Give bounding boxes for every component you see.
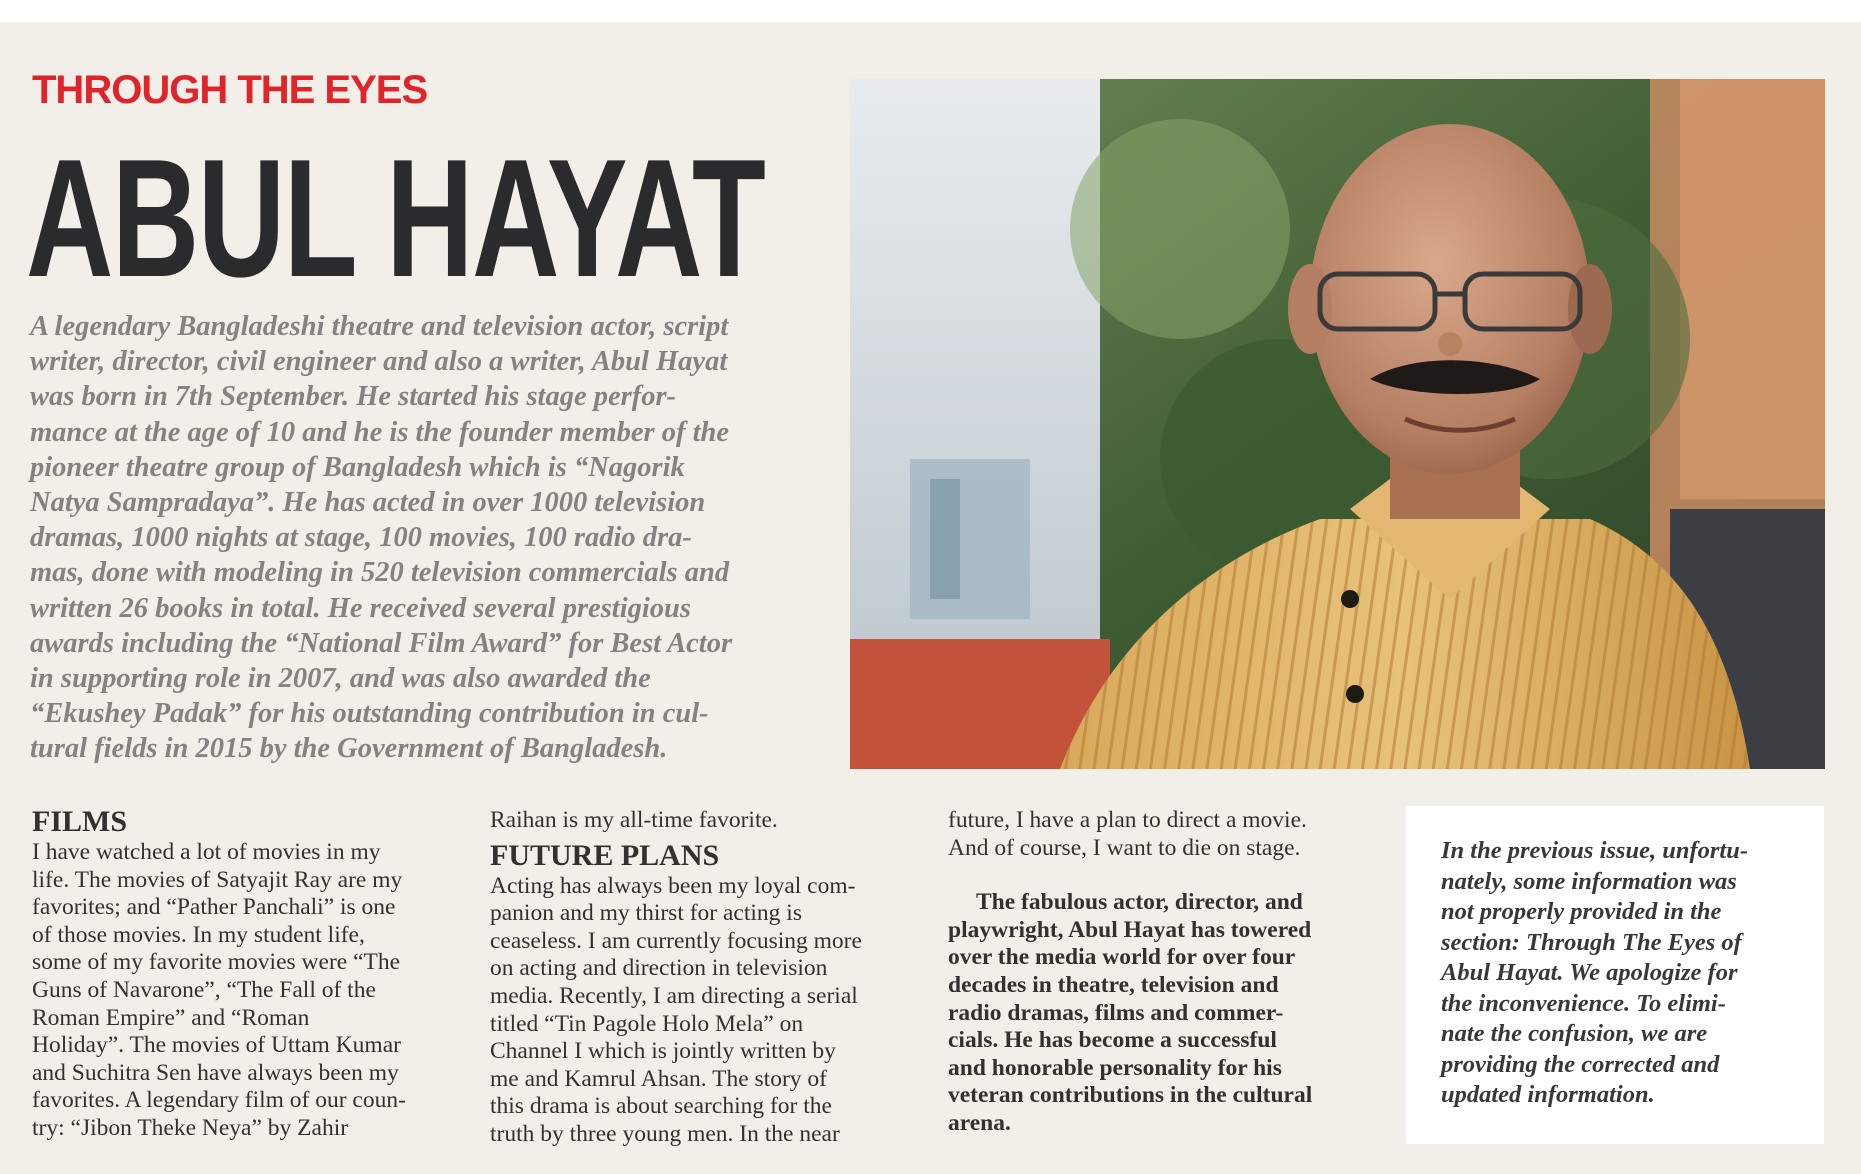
films-column bbox=[32, 807, 452, 1143]
future-plans-text: Acting has always been my loyal com- panion and my thirst for acting is ceaseless. I am currently focusing more on acting and direction in television media. Recently, I am directing a serial titled “Tin Pagole Holo Mela” on Channel I which is jointly written by me and Kamrul Ahsan. The story of this drama is about searching for the truth by three young men. In the near bbox=[490, 872, 862, 1147]
films-heading: FILMS bbox=[32, 805, 128, 838]
closing-paragraph: The fabulous actor, director, and playwright, Abul Hayat has towered over the media world for over four decades in theatre, television and radio dramas, films and commer- cials. He has become a successful and honorable personality for his veteran contributions in the cultural arena. bbox=[948, 889, 1313, 1136]
correction-notice bbox=[1406, 806, 1824, 1144]
correction-notice-text: In the previous issue, unfortu- nately, some information was not properly provided in the section: Through The Eyes of Abul Hayat. We apologize for the inconvenience. To elimi- nate the confusion, we are providing the corrected and updated information. bbox=[1441, 837, 1749, 1108]
future-plans-column bbox=[490, 807, 910, 1149]
films-continued-text: Raihan is my all-time favorite. bbox=[490, 807, 778, 833]
future-plans-continued-text: future, I have a plan to direct a movie. And of course, I want to die on stage. bbox=[948, 807, 1307, 861]
future-plans-heading: FUTURE PLANS bbox=[490, 838, 720, 872]
article-title: ABUL HAYAT bbox=[26, 124, 765, 312]
portrait-photo bbox=[850, 79, 1825, 769]
magazine-page bbox=[0, 22, 1861, 1174]
intro-paragraph: A legendary Bangladeshi theatre and television actor, script writer, director, civil engineer and also a writer, Abul Hayat was born in 7th September. He started his stage perfor- mance at the age of 10 and he is the founder member of the pioneer theatre group of Bangladesh which is “Nagorik Natya Sampradaya”. He has acted in over 1000 television dramas, 1000 nights at stage, 100 movies, 100 radio dra- mas, done with modeling in 520 television commercials and written 26 books in total. He received several prestigious awards including the “National Film Award” for Best Actor in supporting role in 2007, and was also awarded the “Ekushey Padak” for his outstanding contribution in cul- tural fields in 2015 by the Government of Bangladesh. bbox=[30, 311, 733, 765]
films-text: I have watched a lot of movies in my life. The movies of Satyajit Ray are my favorites; and “Pather Panchali” is one of those movies. In my student life, some of my favorite movies were “The Guns of Navarone”, “The Fall of the Roman Empire” and “Roman Holiday”. The movies of Uttam Kumar and Suchitra Sen have always been my favorites. A legendary film of our coun- try: “Jibon Theke Neya” by Zahir bbox=[32, 839, 406, 1141]
closing-column bbox=[948, 807, 1368, 1138]
section-kicker: THROUGH THE EYES bbox=[32, 68, 428, 112]
portrait-illustration bbox=[850, 79, 1825, 769]
